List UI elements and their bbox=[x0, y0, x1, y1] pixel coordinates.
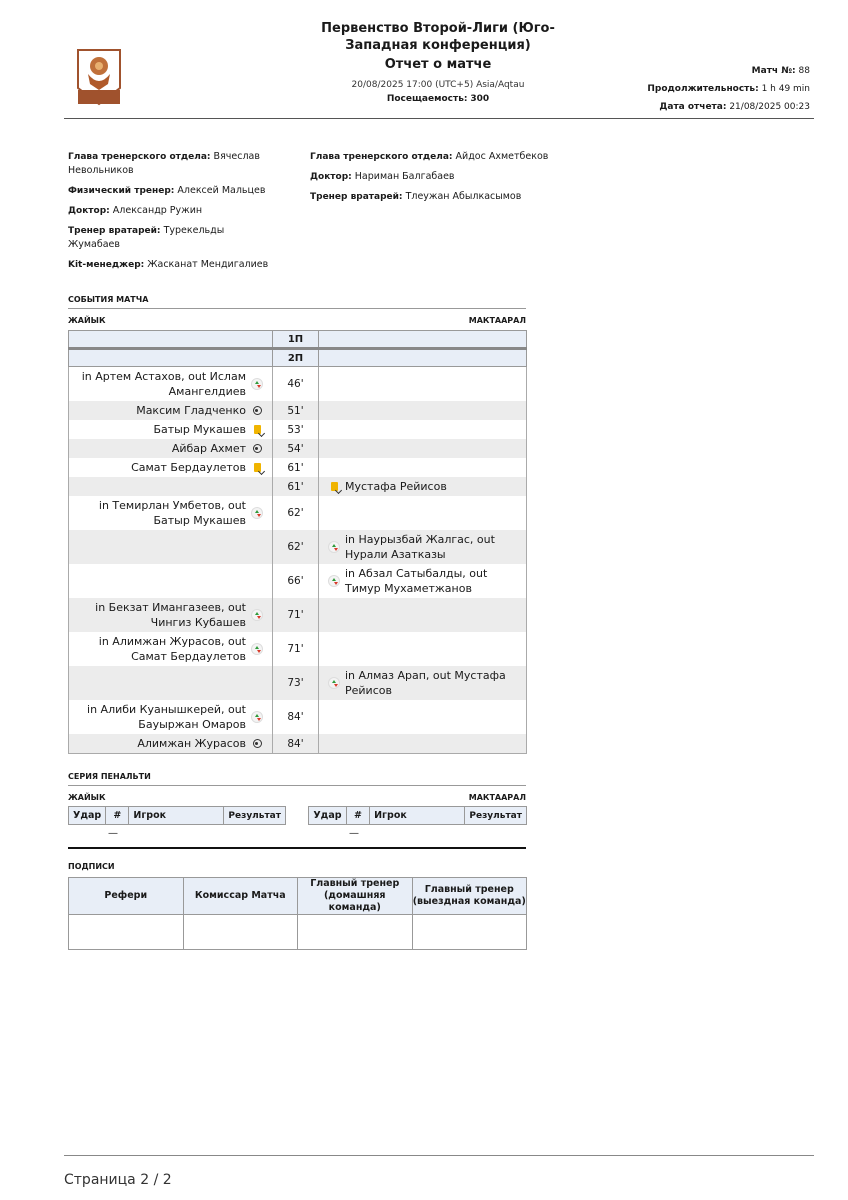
event-home-text: Максим Гладченко bbox=[136, 404, 246, 417]
penalties-divider bbox=[68, 785, 526, 786]
home-penalty-empty: — bbox=[108, 828, 118, 839]
event-home-cell bbox=[69, 734, 273, 754]
event-row bbox=[69, 367, 527, 402]
match-datetime: 20/08/2025 17:00 (UTC+5) Asia/Aqtau bbox=[351, 80, 525, 90]
period-row bbox=[69, 349, 527, 367]
staff-role: Глава тренерского отдела: bbox=[68, 152, 211, 162]
penalty-header-row bbox=[69, 807, 286, 825]
event-row bbox=[69, 496, 527, 530]
signatures-table bbox=[68, 877, 527, 950]
staff-role: Тренер вратарей: bbox=[310, 192, 403, 202]
event-away-text: in Абзал Сатыбалды, out Тимур Мухаметжанов bbox=[345, 567, 488, 595]
event-minute: 51' bbox=[273, 401, 319, 420]
match-duration bbox=[647, 80, 810, 98]
event-row bbox=[69, 734, 527, 754]
substitution-icon-glyph bbox=[251, 711, 263, 723]
yellow-card-icon bbox=[250, 423, 264, 437]
penalty-away-team: МАКТААРАЛ bbox=[468, 793, 526, 802]
event-away-content bbox=[323, 566, 522, 596]
event-row bbox=[69, 530, 527, 564]
event-away-content bbox=[323, 532, 522, 562]
event-home-content bbox=[75, 369, 268, 399]
staff-row bbox=[310, 150, 570, 164]
event-home-cell bbox=[69, 564, 273, 598]
attendance-label: Посещаемость: bbox=[386, 94, 468, 104]
header-divider bbox=[64, 118, 814, 119]
event-away-cell bbox=[319, 367, 527, 402]
penalty-home-team: ЖАЙЫК bbox=[68, 793, 106, 802]
yellow-card-icon bbox=[327, 480, 341, 494]
duration-value: 1 h 49 min bbox=[761, 84, 810, 94]
event-away-cell bbox=[319, 420, 527, 439]
event-home-content bbox=[75, 634, 268, 664]
event-minute: 61' bbox=[273, 477, 319, 496]
away-team-name: МАКТААРАЛ bbox=[468, 316, 526, 325]
sig-referee-header: Рефери bbox=[69, 878, 184, 915]
penalties-teams bbox=[68, 793, 526, 802]
event-away-cell bbox=[319, 439, 527, 458]
ball-icon-glyph bbox=[253, 444, 262, 453]
period-home-cell bbox=[69, 331, 273, 349]
substitution-icon-glyph bbox=[251, 643, 263, 655]
substitution-icon-glyph bbox=[251, 378, 263, 390]
substitution-icon-glyph bbox=[251, 609, 263, 621]
event-away-cell bbox=[319, 530, 527, 564]
event-home-cell bbox=[69, 700, 273, 734]
league-logo bbox=[74, 48, 124, 106]
staff-row bbox=[68, 258, 278, 272]
event-home-content bbox=[75, 498, 268, 528]
event-home-text: in Алимжан Журасов, out Самат Бердаулетов bbox=[98, 635, 246, 663]
match-meta bbox=[647, 62, 810, 116]
away-penalty-table bbox=[308, 806, 527, 825]
events-teams bbox=[68, 316, 526, 325]
period-away-cell bbox=[319, 331, 527, 349]
staff-role: Доктор: bbox=[310, 172, 352, 182]
staff-role: Тренер вратарей: bbox=[68, 226, 161, 236]
event-minute: 71' bbox=[273, 598, 319, 632]
staff-name: Алексей Мальцев bbox=[177, 185, 266, 196]
event-home-content bbox=[75, 702, 268, 732]
event-minute: 84' bbox=[273, 734, 319, 754]
event-home-cell bbox=[69, 632, 273, 666]
event-minute: 62' bbox=[273, 496, 319, 530]
staff-role: Глава тренерского отдела: bbox=[310, 152, 453, 162]
staff-row bbox=[68, 204, 278, 218]
substitution-icon-glyph bbox=[328, 575, 340, 587]
event-away-cell bbox=[319, 700, 527, 734]
yellow-card-icon-glyph bbox=[254, 463, 261, 472]
sig-commissioner-header: Комиссар Матча bbox=[183, 878, 298, 915]
event-home-content bbox=[75, 460, 268, 475]
event-home-text: Батыр Мукашев bbox=[153, 423, 246, 436]
event-home-cell bbox=[69, 496, 273, 530]
ball-icon-glyph bbox=[253, 406, 262, 415]
staff-name: Нариман Балгабаев bbox=[354, 171, 455, 182]
substitution-icon-glyph bbox=[328, 541, 340, 553]
event-away-text: Мустафа Рейисов bbox=[345, 480, 447, 493]
event-away-cell bbox=[319, 401, 527, 420]
event-row bbox=[69, 598, 527, 632]
period-home-cell bbox=[69, 349, 273, 367]
match-number bbox=[647, 62, 810, 80]
event-row bbox=[69, 700, 527, 734]
event-home-text: Самат Бердаулетов bbox=[131, 461, 246, 474]
sig-away-coach-header: Главный тренер (выездная команда) bbox=[412, 878, 527, 915]
staff-row bbox=[68, 184, 278, 198]
event-home-cell bbox=[69, 367, 273, 402]
penalties-end-divider bbox=[68, 847, 526, 849]
events-section-title: СОБЫТИЯ МАТЧА bbox=[68, 295, 149, 304]
event-minute: 62' bbox=[273, 530, 319, 564]
staff-name: Айдос Ахметбеков bbox=[455, 151, 549, 162]
event-home-cell bbox=[69, 401, 273, 420]
event-home-cell bbox=[69, 598, 273, 632]
yellow-card-icon-glyph bbox=[254, 425, 261, 434]
substitution-icon bbox=[327, 574, 341, 588]
event-home-text: in Артем Астахов, out Ислам Амангелдиев bbox=[81, 370, 246, 398]
sig-home-coach-box bbox=[298, 915, 413, 950]
ball-icon bbox=[250, 737, 264, 751]
away-staff bbox=[310, 150, 570, 210]
event-row bbox=[69, 632, 527, 666]
report-title: Первенство Второй-Лиги (Юго-Западная конференция) bbox=[321, 21, 555, 53]
ball-icon bbox=[250, 404, 264, 418]
col-shot: Удар bbox=[69, 807, 106, 825]
substitution-icon bbox=[250, 506, 264, 520]
event-home-text: in Алиби Куанышкерей, out Бауыржан Омаров bbox=[87, 703, 246, 731]
signatures-section-title: ПОДПИСИ bbox=[68, 862, 115, 871]
attendance-value: 300 bbox=[470, 94, 490, 104]
staff-name: Тлеужан Абылкасымов bbox=[405, 191, 522, 202]
report-date-value: 21/08/2025 00:23 bbox=[729, 102, 810, 112]
staff-name: Турекельды Жумабаев bbox=[68, 225, 225, 250]
event-away-text: in Алмаз Арап, out Мустафа Рейисов bbox=[345, 669, 506, 697]
signatures-body-row bbox=[69, 915, 527, 950]
event-home-cell bbox=[69, 530, 273, 564]
sig-referee-box bbox=[69, 915, 184, 950]
substitution-icon bbox=[250, 608, 264, 622]
event-home-cell bbox=[69, 458, 273, 477]
substitution-icon bbox=[250, 642, 264, 656]
event-minute: 71' bbox=[273, 632, 319, 666]
event-home-text: Айбар Ахмет bbox=[171, 442, 246, 455]
event-away-content bbox=[323, 479, 522, 494]
event-away-cell bbox=[319, 477, 527, 496]
away-penalty-empty: — bbox=[349, 828, 359, 839]
event-home-text: in Бекзат Имангазеев, out Чингиз Кубашев bbox=[95, 601, 246, 629]
home-staff bbox=[68, 150, 278, 278]
event-home-cell bbox=[69, 477, 273, 496]
substitution-icon-glyph bbox=[328, 677, 340, 689]
events-divider bbox=[68, 308, 526, 309]
home-team-name: ЖАЙЫК bbox=[68, 316, 106, 325]
staff-role: Физический тренер: bbox=[68, 186, 175, 196]
ball-icon-glyph bbox=[253, 739, 262, 748]
event-away-cell bbox=[319, 496, 527, 530]
event-away-text: in Наурызбай Жалгас, out Нурали Азатказы bbox=[345, 533, 495, 561]
col-shot: Удар bbox=[309, 807, 347, 825]
event-home-content bbox=[75, 736, 268, 751]
events-table bbox=[68, 330, 527, 754]
event-away-cell bbox=[319, 734, 527, 754]
yellow-card-icon-glyph bbox=[331, 482, 338, 491]
event-row bbox=[69, 439, 527, 458]
event-minute: 84' bbox=[273, 700, 319, 734]
event-away-cell bbox=[319, 564, 527, 598]
event-row bbox=[69, 401, 527, 420]
substitution-icon bbox=[250, 710, 264, 724]
ball-icon bbox=[250, 442, 264, 456]
staff-row bbox=[68, 224, 278, 252]
event-minute: 54' bbox=[273, 439, 319, 458]
event-away-cell bbox=[319, 632, 527, 666]
period-away-cell bbox=[319, 349, 527, 367]
event-row bbox=[69, 420, 527, 439]
report-date-label: Дата отчета: bbox=[659, 102, 727, 112]
event-away-cell bbox=[319, 598, 527, 632]
staff-row bbox=[68, 150, 278, 178]
event-home-text: Алимжан Журасов bbox=[137, 737, 246, 750]
event-minute: 66' bbox=[273, 564, 319, 598]
event-home-text: in Темирлан Умбетов, out Батыр Мукашев bbox=[98, 499, 246, 527]
event-minute: 46' bbox=[273, 367, 319, 402]
event-home-cell bbox=[69, 439, 273, 458]
event-minute: 73' bbox=[273, 666, 319, 700]
col-number: # bbox=[106, 807, 129, 825]
col-result: Результат bbox=[465, 807, 527, 825]
event-row bbox=[69, 666, 527, 700]
col-player: Игрок bbox=[129, 807, 224, 825]
event-home-content bbox=[75, 441, 268, 456]
staff-row bbox=[310, 190, 570, 204]
event-away-content bbox=[323, 668, 522, 698]
match-number-value: 88 bbox=[798, 66, 810, 76]
period-row bbox=[69, 331, 527, 349]
yellow-card-icon bbox=[250, 461, 264, 475]
event-away-cell bbox=[319, 458, 527, 477]
event-away-cell bbox=[319, 666, 527, 700]
signatures-header-row bbox=[69, 878, 527, 915]
staff-role: Kit-менеджер: bbox=[68, 260, 145, 270]
staff-name: Жасканат Мендигалиев bbox=[147, 259, 269, 270]
event-home-content bbox=[75, 403, 268, 418]
sig-commissioner-box bbox=[183, 915, 298, 950]
event-row bbox=[69, 458, 527, 477]
attendance bbox=[288, 94, 588, 104]
penalties-section-title: СЕРИЯ ПЕНАЛЬТИ bbox=[68, 772, 151, 781]
substitution-icon bbox=[327, 540, 341, 554]
sig-away-coach-box bbox=[412, 915, 527, 950]
event-minute: 61' bbox=[273, 458, 319, 477]
event-home-cell bbox=[69, 666, 273, 700]
event-home-cell bbox=[69, 420, 273, 439]
period-label: 1П bbox=[273, 331, 319, 349]
substitution-icon bbox=[250, 377, 264, 391]
penalty-header-row bbox=[309, 807, 527, 825]
home-penalty-table bbox=[68, 806, 286, 825]
footer-divider bbox=[64, 1155, 814, 1156]
substitution-icon-glyph bbox=[251, 507, 263, 519]
report-header bbox=[288, 20, 588, 104]
report-subtitle: Отчет о матче bbox=[384, 57, 492, 72]
page-number: Страница 2 / 2 bbox=[64, 1172, 172, 1188]
event-minute: 53' bbox=[273, 420, 319, 439]
period-label: 2П bbox=[273, 349, 319, 367]
staff-role: Доктор: bbox=[68, 206, 110, 216]
col-number: # bbox=[346, 807, 369, 825]
substitution-icon bbox=[327, 676, 341, 690]
col-player: Игрок bbox=[370, 807, 465, 825]
staff-name: Александр Ружин bbox=[112, 205, 203, 216]
sig-home-coach-header: Главный тренер (домашняя команда) bbox=[298, 878, 413, 915]
report-date bbox=[647, 98, 810, 116]
event-row bbox=[69, 477, 527, 496]
event-home-content bbox=[75, 422, 268, 437]
col-result: Результат bbox=[224, 807, 286, 825]
staff-name: Вячеслав Невольников bbox=[68, 151, 260, 176]
duration-label: Продолжительность: bbox=[647, 84, 759, 94]
match-number-label: Матч №: bbox=[751, 66, 796, 76]
event-row bbox=[69, 564, 527, 598]
staff-row bbox=[310, 170, 570, 184]
event-home-content bbox=[75, 600, 268, 630]
